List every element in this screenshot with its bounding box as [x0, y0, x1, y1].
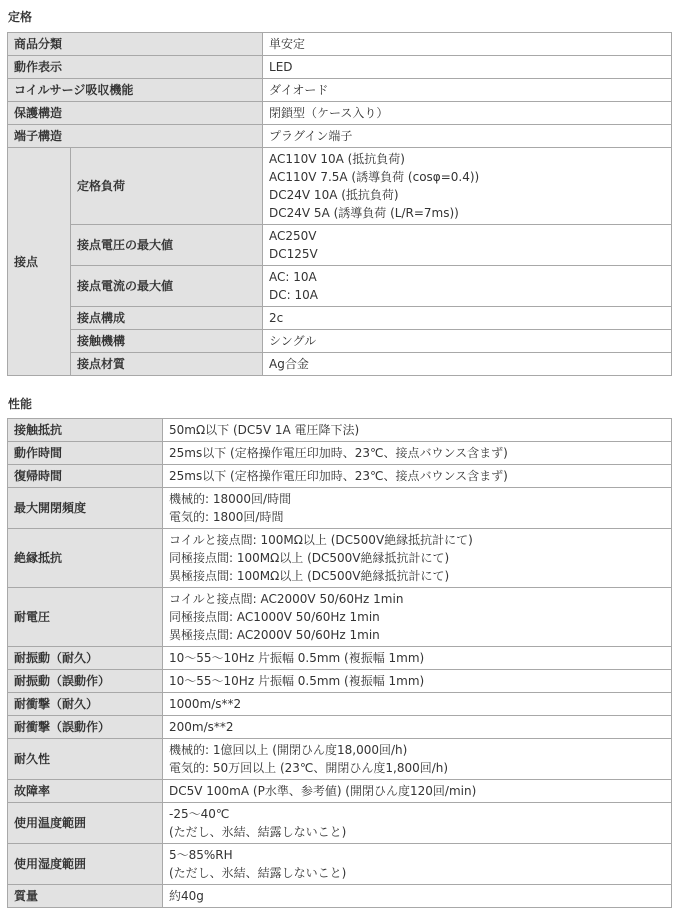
table-row	[8, 488, 672, 529]
row-value: 閉鎖型（ケース入り）	[263, 102, 672, 125]
row-value	[263, 266, 672, 307]
table-row	[8, 307, 672, 330]
row-label: コイルサージ吸収機能	[8, 79, 263, 102]
table-row	[8, 803, 672, 844]
table-row	[8, 125, 672, 148]
table-row	[8, 148, 672, 225]
value-line: DC: 10A	[269, 288, 318, 302]
row-value	[263, 225, 672, 266]
row-value: 単安定	[263, 33, 672, 56]
row-value: LED	[263, 56, 672, 79]
contact-group-label: 接点	[8, 148, 71, 376]
row-value: 10～55～10Hz 片振幅 0.5mm (複振幅 1mm)	[163, 647, 672, 670]
table-row	[8, 739, 672, 780]
row-value	[263, 148, 672, 225]
row-label: 質量	[8, 885, 163, 908]
table-row	[8, 588, 672, 647]
row-label: 耐振動（誤動作）	[8, 670, 163, 693]
table-row	[8, 465, 672, 488]
row-label: 接点構成	[71, 307, 263, 330]
table-row	[8, 716, 672, 739]
value-line: 機械的: 18000回/時間	[169, 492, 292, 506]
row-label: 耐久性	[8, 739, 163, 780]
row-value: プラグイン端子	[263, 125, 672, 148]
table-row	[8, 885, 672, 908]
value-line: 電気的: 50万回以上 (23℃、開閉ひん度1,800回/h)	[169, 761, 449, 775]
table-row	[8, 419, 672, 442]
row-value: 10～55～10Hz 片振幅 0.5mm (複振幅 1mm)	[163, 670, 672, 693]
row-value: 25ms以下 (定格操作電圧印加時、23℃、接点バウンス含まず)	[163, 442, 672, 465]
row-label: 接点電流の最大値	[71, 266, 263, 307]
value-line: (ただし、氷結、結露しないこと)	[169, 866, 347, 880]
row-value: 200m/s**2	[163, 716, 672, 739]
table-row	[8, 670, 672, 693]
value-line: 5～85%RH	[169, 848, 233, 862]
table-row	[8, 844, 672, 885]
value-line: コイルと接点間: AC2000V 50/60Hz 1min	[169, 592, 404, 606]
row-value	[163, 529, 672, 588]
value-line: コイルと接点間: 100MΩ以上 (DC500V絶縁抵抗計にて)	[169, 533, 473, 547]
row-label: 使用温度範囲	[8, 803, 163, 844]
table-row	[8, 33, 672, 56]
rating-section-title: 定格	[8, 10, 33, 24]
row-label: 耐振動（耐久）	[8, 647, 163, 670]
row-label: 使用湿度範囲	[8, 844, 163, 885]
table-row	[8, 780, 672, 803]
row-label: 接触抵抗	[8, 419, 163, 442]
row-label: 保護構造	[8, 102, 263, 125]
table-row	[8, 102, 672, 125]
row-value	[163, 488, 672, 529]
row-value: Ag合金	[263, 353, 672, 376]
table-row	[8, 56, 672, 79]
row-value: 50mΩ以下 (DC5V 1A 電圧降下法)	[163, 419, 672, 442]
row-label: 接触機構	[71, 330, 263, 353]
performance-table	[7, 418, 672, 908]
row-value	[163, 739, 672, 780]
rating-table	[7, 32, 672, 376]
table-row	[8, 353, 672, 376]
value-line: DC24V 10A (抵抗負荷)	[269, 188, 399, 202]
table-row	[8, 647, 672, 670]
row-label: 動作表示	[8, 56, 263, 79]
row-label: 復帰時間	[8, 465, 163, 488]
row-value: ダイオード	[263, 79, 672, 102]
value-line: 異極接点間: AC2000V 50/60Hz 1min	[169, 628, 380, 642]
value-line: 異極接点間: 100MΩ以上 (DC500V絶縁抵抗計にて)	[169, 569, 450, 583]
row-value	[163, 803, 672, 844]
row-value: 1000m/s**2	[163, 693, 672, 716]
row-label: 動作時間	[8, 442, 163, 465]
row-value: 25ms以下 (定格操作電圧印加時、23℃、接点バウンス含まず)	[163, 465, 672, 488]
row-value	[163, 588, 672, 647]
row-value: 約40g	[163, 885, 672, 908]
row-label: 耐衝撃（耐久）	[8, 693, 163, 716]
row-label: 耐電圧	[8, 588, 163, 647]
value-line: DC125V	[269, 247, 318, 261]
row-label: 接点電圧の最大値	[71, 225, 263, 266]
value-line: DC24V 5A (誘導負荷 (L/R=7ms))	[269, 206, 459, 220]
table-row	[8, 693, 672, 716]
row-label: 最大開閉頻度	[8, 488, 163, 529]
row-label: 商品分類	[8, 33, 263, 56]
table-row	[8, 330, 672, 353]
table-row	[8, 529, 672, 588]
row-value	[163, 844, 672, 885]
value-line: 同極接点間: 100MΩ以上 (DC500V絶縁抵抗計にて)	[169, 551, 450, 565]
row-label: 耐衝撃（誤動作）	[8, 716, 163, 739]
row-value: シングル	[263, 330, 672, 353]
value-line: -25～40℃	[169, 807, 230, 821]
row-label: 故障率	[8, 780, 163, 803]
value-line: AC: 10A	[269, 270, 317, 284]
row-value: 2c	[263, 307, 672, 330]
table-row	[8, 225, 672, 266]
row-label: 接点材質	[71, 353, 263, 376]
row-label: 端子構造	[8, 125, 263, 148]
value-line: AC110V 7.5A (誘導負荷 (cosφ=0.4))	[269, 170, 480, 184]
table-row	[8, 79, 672, 102]
row-label: 絶縁抵抗	[8, 529, 163, 588]
value-line: AC250V	[269, 229, 317, 243]
value-line: 電気的: 1800回/時間	[169, 510, 284, 524]
value-line: 同極接点間: AC1000V 50/60Hz 1min	[169, 610, 380, 624]
value-line: AC110V 10A (抵抗負荷)	[269, 152, 405, 166]
performance-section-title: 性能	[8, 397, 33, 411]
row-label: 定格負荷	[71, 148, 263, 225]
row-value: DC5V 100mA (P水準、参考値) (開閉ひん度120回/min)	[163, 780, 672, 803]
table-row	[8, 442, 672, 465]
value-line: 機械的: 1億回以上 (開閉ひん度18,000回/h)	[169, 743, 408, 757]
table-row	[8, 266, 672, 307]
value-line: (ただし、氷結、結露しないこと)	[169, 825, 347, 839]
